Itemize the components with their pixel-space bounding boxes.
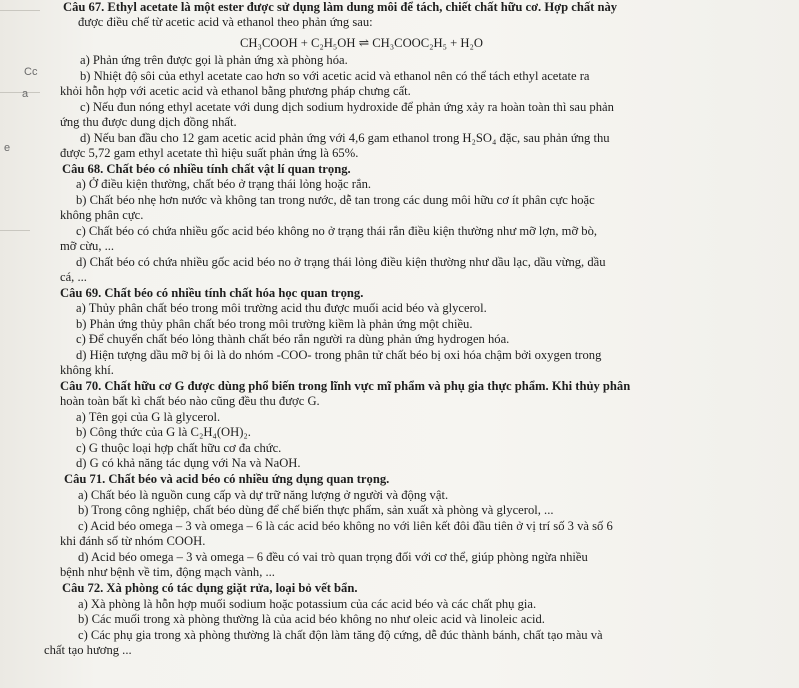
statement-c: c) Nếu đun nóng ethyl acetate với dung dịch sodium hydroxide để phản ứng xảy ra hoàn toàn thì sau phản	[80, 100, 614, 114]
statement-b: b) Trong công nghiệp, chất béo dùng để chế biến thực phẩm, sản xuất xà phòng và glycerol, ...	[78, 503, 554, 517]
text-line: không phân cực.	[60, 208, 144, 222]
question-69-line: Câu 69. Chất béo có nhiều tính chất hóa học quan trọng.	[60, 286, 364, 300]
reaction-equation: CH₃COOH + C₂H₅OH ⇌ CH₃COOC₂H₅ + H₂O	[240, 36, 484, 50]
text-line: hoàn toàn bất kì chất béo nào cũng đều thu được G.	[60, 394, 320, 408]
statement-d: d) Chất béo có chứa nhiều gốc acid béo no ở trạng thái lỏng điều kiện thường như dầu lạc, dầu vừng, dầu	[76, 255, 606, 269]
statement-c: c) G thuộc loại hợp chất hữu cơ đa chức.	[76, 441, 282, 455]
statement-c: c) Acid béo omega – 3 và omega – 6 là các acid béo không no với liên kết đôi đầu tiên ở vị trí số 3 và số 6	[78, 519, 613, 533]
text-line: khỏi hỗn hợp với acetic acid và ethanol bằng phương pháp chưng cất.	[60, 84, 411, 98]
statement-d: d) G có khả năng tác dụng với Na và NaOH.	[76, 456, 301, 470]
text-line: mỡ cừu, ...	[60, 239, 115, 253]
statement-d: d) Acid béo omega – 3 và omega – 6 đều có vai trò quan trọng đối với cơ thể, giúp phòng ngừa nhiều	[78, 550, 588, 564]
text-line: ứng thu được dung dịch đồng nhất.	[60, 115, 237, 129]
margin-rule	[0, 10, 40, 11]
text-line: cá, ...	[60, 270, 87, 284]
statement-d: d) Nếu ban đầu cho 12 gam acetic acid phản ứng với 4,6 gam ethanol trong H₂SO₄ đặc, sau phản ứng thu	[80, 131, 610, 145]
statement-a: a) Tên gọi của G là glycerol.	[76, 410, 221, 424]
statement-c: c) Các phụ gia trong xà phòng thường là chất độn làm tăng độ cứng, dễ đúc thành bánh, chất tạo màu và	[78, 628, 603, 642]
statement-a: a) Chất béo là nguồn cung cấp và dự trữ năng lượng ở người và động vật.	[78, 488, 449, 502]
statement-a: a) Ở điều kiện thường, chất béo ở trạng thái lỏng hoặc rắn.	[76, 177, 372, 191]
question-68-line: Câu 68. Chất béo có nhiều tính chất vật lí quan trọng.	[62, 162, 351, 176]
margin-rule	[0, 92, 40, 93]
question-71-line: Câu 71. Chất béo và acid béo có nhiều ứng dụng quan trọng.	[64, 472, 390, 486]
statement-b: b) Công thức của G là C₂H₄(OH)₂.	[76, 425, 251, 439]
question-67-line: Câu 67. Ethyl acetate là một ester được sử dụng làm dung môi để tách, chiết chất hữu cơ. Hợp chất này	[63, 0, 618, 14]
statement-d: d) Hiện tượng dầu mỡ bị ôi là do nhóm -COO- trong phân tử chất béo bị oxi hóa chậm bởi oxygen trong	[76, 348, 602, 362]
question-70-line: Câu 70. Chất hữu cơ G được dùng phổ biến trong lĩnh vực mĩ phẩm và phụ gia thực phẩm. Khi thủy phân	[60, 379, 631, 393]
text-line: khi đánh số từ nhóm COOH.	[60, 534, 206, 548]
statement-b: b) Phản ứng thủy phân chất béo trong môi trường kiềm là phản ứng một chiều.	[76, 317, 473, 331]
margin-annotation: e	[4, 142, 11, 154]
text-line: chất tạo hương ...	[44, 643, 132, 657]
margin-annotation: a	[22, 88, 29, 100]
text-line: được điều chế từ acetic acid và ethanol theo phản ứng sau:	[78, 15, 373, 29]
statement-a: a) Phản ứng trên được gọi là phản ứng xà phòng hóa.	[80, 53, 348, 67]
margin-rule	[0, 230, 30, 231]
statement-a: a) Xà phòng là hỗn hợp muối sodium hoặc potassium của các acid béo và các chất phụ gia.	[78, 597, 537, 611]
statement-b: b) Nhiệt độ sôi của ethyl acetate cao hơn so với acetic acid và ethanol nên có thể tách ethyl acetate ra	[80, 69, 590, 83]
margin-annotation: Cc	[24, 66, 38, 78]
statement-b: b) Các muối trong xà phòng thường là của acid béo không no như oleic acid và linoleic acid.	[78, 612, 545, 626]
text-line: được 5,72 gam ethyl acetate thì hiệu suất phản ứng là 65%.	[60, 146, 359, 160]
text-line: không khí.	[60, 363, 114, 377]
statement-c: c) Để chuyển chất béo lỏng thành chất béo rắn người ra dùng phản ứng hydrogen hóa.	[76, 332, 510, 346]
statement-b: b) Chất béo nhẹ hơn nước và không tan trong nước, dễ tan trong các dung môi hữu cơ ít phân cực hoặc	[76, 193, 595, 207]
statement-a: a) Thủy phân chất béo trong môi trường acid thu được muối acid béo và glycerol.	[76, 301, 487, 315]
question-72-line: Câu 72. Xà phòng có tác dụng giặt rửa, loại bỏ vết bẩn.	[62, 581, 358, 595]
text-line: bệnh như bệnh về tim, động mạch vành, ...	[60, 565, 275, 579]
statement-c: c) Chất béo có chứa nhiều gốc acid béo không no ở trạng thái rắn điều kiện thường như mỡ lợn, mỡ bò,	[76, 224, 598, 238]
